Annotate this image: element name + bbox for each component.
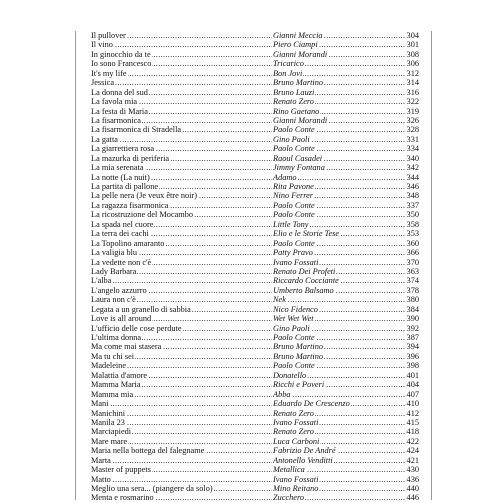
toc-entry bbox=[91, 475, 419, 484]
song-title: La pelle nera (Je veux être noir) bbox=[91, 191, 197, 201]
toc-entry bbox=[91, 324, 419, 333]
page-number: 301 bbox=[406, 40, 419, 50]
dot-leader bbox=[91, 409, 419, 418]
page-number: 331 bbox=[406, 134, 419, 144]
artist-name: Renato Dei Profeti bbox=[273, 266, 336, 276]
artist-name: Paolo Conte bbox=[273, 144, 315, 154]
song-title: La ricostruzione del Mocambo bbox=[91, 210, 194, 220]
page-number: 334 bbox=[406, 144, 419, 154]
page-number: 418 bbox=[406, 427, 419, 437]
artist-name: Raoul Casadei bbox=[273, 153, 323, 163]
page-number: 366 bbox=[406, 248, 419, 258]
page-number: 344 bbox=[406, 172, 419, 182]
toc-entry bbox=[91, 258, 419, 267]
artist-name: Wet Wet Wet bbox=[273, 314, 314, 324]
toc-entry bbox=[91, 465, 419, 474]
page-number: 312 bbox=[406, 68, 419, 78]
dot-leader bbox=[91, 418, 419, 427]
page-number: 424 bbox=[406, 446, 419, 456]
artist-name: Ivano Fossati bbox=[273, 257, 319, 267]
artist-name: Fabrizio De André bbox=[273, 446, 336, 456]
song-title: Mamma Maria bbox=[91, 380, 141, 390]
artist-name: Piero Ciampi bbox=[273, 40, 318, 50]
artist-name: Eduardo De Crescenzo bbox=[273, 399, 350, 409]
song-title: La notte (La nuit) bbox=[91, 172, 150, 182]
song-title: In ginocchio da te bbox=[91, 49, 151, 59]
song-title: Legata a un granello di sabbia bbox=[91, 304, 191, 314]
toc-entry bbox=[91, 154, 419, 163]
song-title: Lady Barbara bbox=[91, 266, 137, 276]
dot-leader bbox=[91, 267, 419, 276]
page-number: 446 bbox=[406, 493, 419, 503]
page-number: 394 bbox=[406, 342, 419, 352]
toc-entry bbox=[91, 437, 419, 446]
page-number: 404 bbox=[406, 380, 419, 390]
toc-entry bbox=[91, 210, 419, 219]
toc-entry bbox=[91, 163, 419, 172]
artist-name: Renato Zero bbox=[273, 408, 314, 418]
song-title: Il pullover bbox=[91, 31, 126, 40]
toc-entry bbox=[91, 191, 419, 200]
artist-name: Bruno Martino bbox=[273, 342, 324, 352]
toc-entry bbox=[91, 276, 419, 285]
artist-name: Ivano Fossati bbox=[273, 474, 319, 484]
song-title: Mare mare bbox=[91, 436, 128, 446]
artist-name: Paolo Conte bbox=[273, 333, 315, 342]
song-title: Marciapiedi bbox=[91, 427, 132, 437]
song-title: La fisarmonica bbox=[91, 115, 141, 125]
song-title: La spada nel cuore bbox=[91, 219, 154, 229]
artist-name: Metallica bbox=[273, 465, 305, 475]
artist-name: Jimmy Fontana bbox=[273, 163, 325, 173]
song-title: Laura non c'è bbox=[91, 295, 136, 305]
song-title: La Topolino amaranto bbox=[91, 238, 165, 248]
toc-entry bbox=[91, 50, 419, 59]
song-title: Manila 23 bbox=[91, 417, 125, 427]
song-title: Menta e rosmarino bbox=[91, 493, 154, 503]
document-page bbox=[75, 31, 432, 503]
artist-name: Mino Reitano bbox=[273, 484, 319, 493]
song-title: Mamma mia bbox=[91, 389, 134, 399]
page-number: 314 bbox=[406, 78, 419, 88]
toc-entry bbox=[91, 239, 419, 248]
dot-leader bbox=[91, 399, 419, 408]
song-title: La giarrettiera rosa bbox=[91, 144, 155, 154]
artist-name: Renato Zero bbox=[273, 97, 314, 107]
song-title: La mazurka di periferia bbox=[91, 153, 170, 163]
toc-entry bbox=[91, 59, 419, 68]
toc-entry bbox=[91, 144, 419, 153]
artist-name: Gino Paoli bbox=[273, 134, 310, 144]
toc-entry bbox=[91, 352, 419, 361]
page-number: 306 bbox=[406, 59, 419, 69]
toc-entry bbox=[91, 78, 419, 87]
song-title: La valigia blu bbox=[91, 248, 138, 258]
page-number: 384 bbox=[406, 304, 419, 314]
song-title: Ma come mai stasera bbox=[91, 342, 162, 352]
dot-leader bbox=[91, 427, 419, 436]
song-title: Marta bbox=[91, 455, 111, 465]
artist-name: Nico Fidenco bbox=[273, 304, 318, 314]
page-number: 358 bbox=[406, 219, 419, 229]
page-number: 415 bbox=[406, 417, 419, 427]
artist-name: Ricchi e Poveri bbox=[273, 380, 325, 390]
toc-entry bbox=[91, 220, 419, 229]
toc-entry bbox=[91, 97, 419, 106]
toc-entry bbox=[91, 305, 419, 314]
artist-name: Gianni Morandi bbox=[273, 49, 328, 59]
toc-entry bbox=[91, 390, 419, 399]
artist-name: Nino Ferrer bbox=[273, 191, 314, 201]
toc-entry bbox=[91, 418, 419, 427]
artist-name: Elio e le Storie Tese bbox=[273, 229, 340, 239]
page-number: 328 bbox=[406, 125, 419, 135]
page-number: 350 bbox=[406, 210, 419, 220]
page-number: 407 bbox=[406, 389, 419, 399]
song-title: La fisarmonica di Stradella bbox=[91, 125, 182, 135]
song-title: Madeleine bbox=[91, 361, 127, 371]
song-title: La favola mia bbox=[91, 97, 138, 107]
page-number: 326 bbox=[406, 115, 419, 125]
song-title: Meglio una sera... (piangere da solo) bbox=[91, 484, 213, 493]
artist-name: Tricarico bbox=[273, 59, 304, 69]
page-number: 374 bbox=[406, 276, 419, 286]
song-title: La ragazza fisarmonica bbox=[91, 200, 169, 210]
song-title: Io sono Francesco bbox=[91, 59, 152, 69]
song-title: Master of puppets bbox=[91, 465, 151, 475]
dot-leader bbox=[91, 456, 419, 465]
song-title: La mia serenata bbox=[91, 163, 144, 173]
artist-name: Rino Gaetano bbox=[273, 106, 320, 116]
dot-leader bbox=[91, 295, 419, 304]
toc-entry bbox=[91, 229, 419, 238]
artist-name: Paolo Conte bbox=[273, 238, 315, 248]
toc-entry bbox=[91, 371, 419, 380]
page-number: 421 bbox=[406, 455, 419, 465]
toc-entry bbox=[91, 69, 419, 78]
artist-name: Umberto Balsamo bbox=[273, 285, 334, 295]
dot-leader bbox=[91, 352, 419, 361]
artist-name: Little Tony bbox=[273, 219, 309, 229]
page-number: 322 bbox=[406, 97, 419, 107]
artist-name: Donatello bbox=[273, 370, 307, 380]
song-title: L'alba bbox=[91, 276, 112, 286]
artist-name: Luca Carboni bbox=[273, 436, 320, 446]
page-number: 392 bbox=[406, 323, 419, 333]
song-title: L'angelo azzurro bbox=[91, 285, 147, 295]
artist-name: Rita Pavone bbox=[273, 182, 314, 191]
song-title: La donna del sud bbox=[91, 87, 148, 97]
artist-name: Bruno Martino bbox=[273, 351, 324, 361]
dot-leader bbox=[91, 78, 419, 87]
dot-leader bbox=[91, 40, 419, 49]
page-number: 378 bbox=[406, 285, 419, 295]
artist-name: Paolo Conte bbox=[273, 125, 315, 135]
song-title: Ma tu chi sei bbox=[91, 351, 135, 361]
toc-entry bbox=[91, 493, 419, 502]
song-title: La terra dei cachi bbox=[91, 229, 149, 239]
song-title: La festa di Maria bbox=[91, 106, 148, 116]
artist-name: Nek bbox=[273, 295, 286, 305]
toc-entry bbox=[91, 456, 419, 465]
page-number: 363 bbox=[406, 266, 419, 276]
dot-leader bbox=[91, 248, 419, 257]
page-number: 340 bbox=[406, 153, 419, 163]
artist-name: Patty Pravo bbox=[273, 248, 313, 258]
toc-entry bbox=[91, 40, 419, 49]
toc-entry bbox=[91, 446, 419, 455]
artist-name: Antonello Venditti bbox=[273, 455, 333, 465]
dot-leader bbox=[91, 135, 419, 144]
page-number: 360 bbox=[406, 238, 419, 248]
artist-name: Renato Zero bbox=[273, 427, 314, 437]
artist-name: Riccardo Cocciante bbox=[273, 276, 339, 286]
song-title: Love is all around bbox=[91, 314, 152, 324]
song-title: Jessica bbox=[91, 78, 115, 88]
artist-name: Gianni Morandi bbox=[273, 115, 328, 125]
toc-entry bbox=[91, 88, 419, 97]
song-title: Malattia d'amore bbox=[91, 370, 148, 380]
artist-name: Ivano Fossati bbox=[273, 417, 319, 427]
dot-leader bbox=[91, 31, 419, 40]
page-number: 390 bbox=[406, 314, 419, 324]
toc-entry bbox=[91, 116, 419, 125]
toc-entry bbox=[91, 380, 419, 389]
artist-name: Bon Jovi bbox=[273, 68, 303, 78]
toc-entry bbox=[91, 409, 419, 418]
toc-entry bbox=[91, 182, 419, 191]
song-title: La vedette non c'è bbox=[91, 257, 152, 267]
song-title: L'ultima donna bbox=[91, 333, 142, 342]
artist-name: Abba bbox=[273, 389, 291, 399]
artist-name: Zucchero bbox=[273, 493, 305, 503]
song-title: Manichini bbox=[91, 408, 126, 418]
page-number: 308 bbox=[406, 49, 419, 59]
song-title: La partita di pallone bbox=[91, 182, 159, 191]
page-number: 319 bbox=[406, 106, 419, 116]
toc-entry bbox=[91, 361, 419, 370]
table-of-contents bbox=[91, 31, 419, 503]
page-number: 430 bbox=[406, 465, 419, 475]
song-title: Matto bbox=[91, 474, 111, 484]
dot-leader bbox=[91, 437, 419, 446]
artist-name: Paolo Conte bbox=[273, 200, 315, 210]
page-number: 396 bbox=[406, 351, 419, 361]
page-number: 380 bbox=[406, 295, 419, 305]
dot-leader bbox=[91, 69, 419, 78]
page-number: 440 bbox=[406, 484, 419, 493]
artist-name: Gino Paoli bbox=[273, 323, 310, 333]
page-number: 370 bbox=[406, 257, 419, 267]
toc-entry bbox=[91, 314, 419, 323]
toc-entry bbox=[91, 286, 419, 295]
artist-name: Adamo bbox=[273, 172, 297, 182]
song-title: Il vino bbox=[91, 40, 113, 50]
song-title: L'ufficio delle cose perdute bbox=[91, 323, 182, 333]
toc-entry bbox=[91, 427, 419, 436]
dot-leader bbox=[91, 97, 419, 106]
page-number: 422 bbox=[406, 436, 419, 446]
page-number: 436 bbox=[406, 474, 419, 484]
page-number: 304 bbox=[406, 31, 419, 40]
song-title: Mani bbox=[91, 399, 109, 409]
song-title: It's my life bbox=[91, 68, 127, 78]
page-number: 346 bbox=[406, 182, 419, 191]
toc-entry bbox=[91, 173, 419, 182]
toc-entry bbox=[91, 107, 419, 116]
page-number: 410 bbox=[406, 399, 419, 409]
toc-entry bbox=[91, 125, 419, 134]
toc-entry bbox=[91, 248, 419, 257]
page-number: 348 bbox=[406, 191, 419, 201]
page-number: 342 bbox=[406, 163, 419, 173]
dot-leader bbox=[91, 361, 419, 370]
page-number: 337 bbox=[406, 200, 419, 210]
dot-leader bbox=[91, 390, 419, 399]
page-number: 412 bbox=[406, 408, 419, 418]
toc-entry bbox=[91, 295, 419, 304]
artist-name: Bruno Lauzi bbox=[273, 87, 315, 97]
page-number: 387 bbox=[406, 333, 419, 342]
toc-entry bbox=[91, 201, 419, 210]
artist-name: Paolo Conte bbox=[273, 210, 315, 220]
page-number: 353 bbox=[406, 229, 419, 239]
toc-entry bbox=[91, 342, 419, 351]
artist-name: Bruno Martino bbox=[273, 78, 324, 88]
page-number: 398 bbox=[406, 361, 419, 371]
dot-leader bbox=[91, 276, 419, 285]
toc-entry bbox=[91, 484, 419, 493]
toc-entry bbox=[91, 399, 419, 408]
toc-entry bbox=[91, 135, 419, 144]
toc-entry bbox=[91, 267, 419, 276]
artist-name: Gianni Meccia bbox=[273, 31, 323, 40]
song-title: Maria nella bottega del falegname bbox=[91, 446, 205, 456]
toc-entry bbox=[91, 333, 419, 342]
song-title: La gatta bbox=[91, 134, 118, 144]
dot-leader bbox=[91, 475, 419, 484]
artist-name: Paolo Conte bbox=[273, 361, 315, 371]
page-number: 316 bbox=[406, 87, 419, 97]
toc-entry bbox=[91, 31, 419, 40]
page-number: 401 bbox=[406, 370, 419, 380]
